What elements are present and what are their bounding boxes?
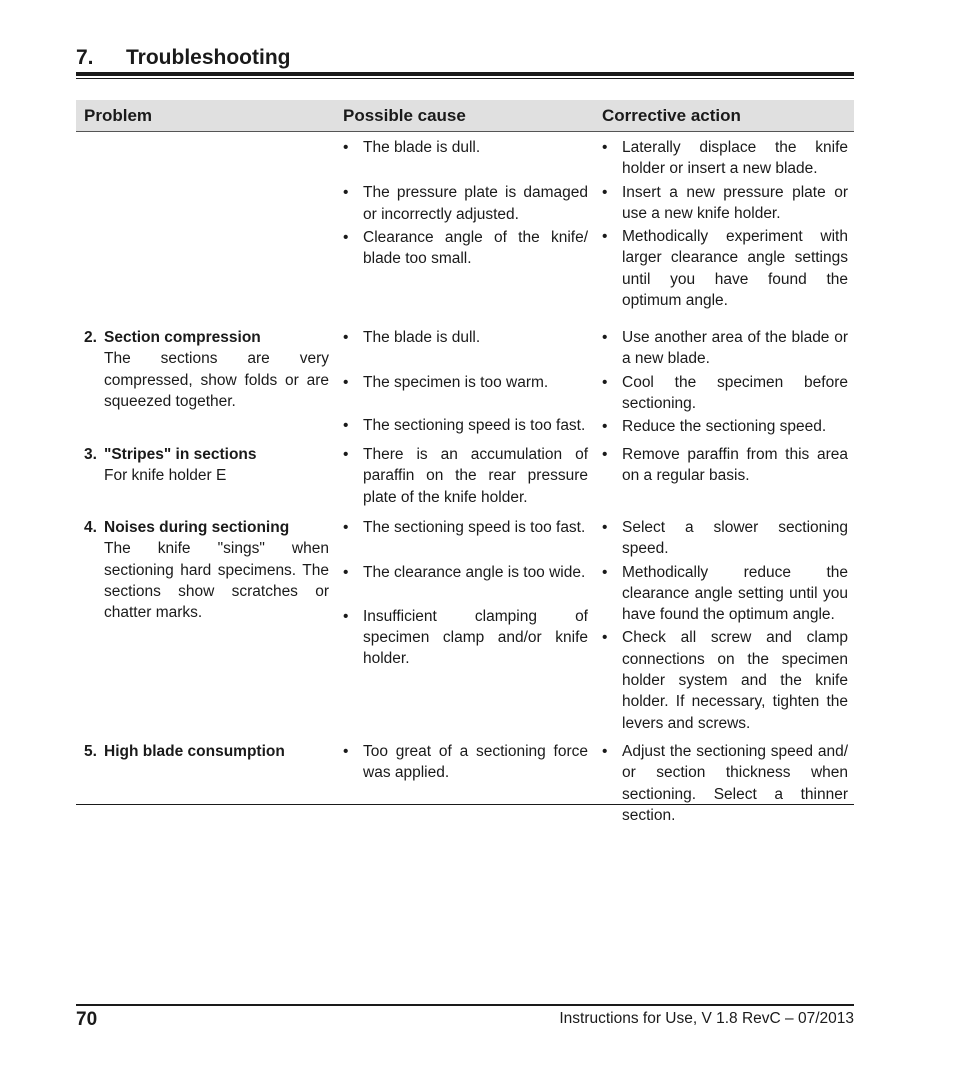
table-row (76, 436, 854, 509)
page-number: 70 (76, 1009, 98, 1030)
bullet-icon: • (602, 446, 608, 463)
problem-cell (76, 444, 335, 509)
bullet-icon: • (602, 373, 608, 391)
action-cell (594, 137, 854, 319)
header-rule-thin (76, 78, 854, 79)
cause-cell (335, 137, 594, 319)
cause-item: • The blade is dull. (343, 137, 588, 158)
header-corrective-action: Corrective action (602, 106, 741, 125)
problem-title: 4. Noises during sectioning (84, 519, 290, 536)
bullet-icon: • (343, 446, 349, 463)
bullet-icon: • (602, 418, 608, 436)
page-header (76, 44, 854, 72)
bullet-icon: • (343, 416, 349, 434)
action-item: • Check all screw and clamp connections on the specimen holder system and the knife holder. If necessary, tighten the levers and screws. (602, 627, 848, 733)
troubleshooting-table (76, 100, 854, 824)
problem-title: 3. "Stripes" in sections (84, 446, 257, 463)
action-cell (594, 444, 854, 509)
action-item: • Remove paraffin from this area on a regular basis. (602, 444, 848, 487)
bullet-icon: • (602, 183, 608, 201)
cause-item: • The sectioning speed is too fast. (343, 415, 588, 436)
header-problem: Problem (84, 106, 153, 125)
action-cell (594, 327, 854, 436)
bullet-icon: • (343, 743, 349, 760)
bullet-icon: • (343, 329, 349, 346)
bullet-icon: • (602, 139, 608, 156)
action-item: • Select a slower sectioning speed. (602, 517, 848, 560)
cause-item: • Insufficient clamping of specimen clamp and/or knife holder. (343, 606, 588, 670)
cause-item: • There is an accumulation of paraffin on the rear pressure plate of the knife holder. (343, 444, 588, 508)
bullet-icon: • (602, 519, 608, 536)
action-item: • Insert a new pressure plate or use a new knife holder. (602, 182, 848, 225)
problem-cell (76, 741, 335, 801)
cause-item: • The sectioning speed is too fast. (343, 517, 588, 538)
problem-cell (76, 327, 335, 436)
bullet-icon: • (602, 629, 608, 647)
action-item: • Reduce the sectioning speed. (602, 416, 848, 437)
problem-cell (76, 517, 335, 733)
cause-item: • The specimen is too warm. (343, 372, 588, 393)
cause-cell (335, 517, 594, 733)
action-item: • Adjust the sectioning speed and/ or section thickness when sectioning. Select a thinner section. (602, 741, 848, 826)
cause-cell (335, 327, 594, 436)
bullet-icon: • (602, 228, 608, 246)
table-row (76, 733, 854, 824)
table-row (76, 509, 854, 733)
action-item: • Methodically reduce the clearance angle setting until you have found the optimum angle. (602, 562, 848, 626)
table-row (76, 132, 854, 319)
action-item: • Laterally displace the knife holder or insert a new blade. (602, 137, 848, 180)
bullet-icon: • (343, 519, 349, 536)
bullet-icon: • (602, 329, 608, 346)
bullet-icon: • (343, 564, 349, 582)
problem-description: The knife "sings" when sectioning hard specimens. The sections show scratches or chatter marks. (104, 540, 329, 622)
cause-item: • The blade is dull. (343, 327, 588, 348)
table-row (76, 319, 854, 436)
problem-title: 2. Section compression (84, 329, 261, 346)
bullet-icon: • (343, 139, 349, 156)
table-header-row (76, 100, 854, 132)
bullet-icon: • (343, 607, 349, 625)
action-item: • Methodically experiment with larger clearance angle settings until you have found the optimum angle. (602, 226, 848, 311)
bullet-icon: • (602, 743, 608, 760)
cause-cell (335, 444, 594, 509)
bullet-icon: • (343, 228, 349, 246)
footer-rule (76, 1004, 854, 1006)
action-cell (594, 517, 854, 733)
problem-title: 5. High blade consumption (84, 743, 285, 760)
header-rule-thick (76, 72, 854, 76)
cause-cell (335, 741, 594, 801)
cause-item: • Clearance angle of the knife/ blade too small. (343, 227, 588, 270)
document-info: Instructions for Use, V 1.8 RevC – 07/2013 (559, 1010, 854, 1027)
bullet-icon: • (602, 563, 608, 581)
cause-item: • The clearance angle is too wide. (343, 562, 588, 583)
header-possible-cause: Possible cause (343, 106, 466, 125)
action-item: • Cool the specimen before sectioning. (602, 372, 848, 415)
action-cell (594, 741, 854, 824)
section-title (76, 44, 854, 72)
bullet-icon: • (343, 184, 349, 202)
action-item: • Use another area of the blade or a new blade. (602, 327, 848, 370)
problem-cell (76, 137, 335, 319)
bullet-icon: • (343, 374, 349, 392)
cause-item: • Too great of a sectioning force was applied. (343, 741, 588, 784)
cause-item: • The pressure plate is damaged or incorrectly adjusted. (343, 182, 588, 225)
problem-description: The sections are very compressed, show folds or are squeezed together. (104, 350, 329, 410)
problem-description: For knife holder E (104, 467, 227, 485)
section-heading: Troubleshooting (126, 46, 291, 69)
section-number: 7. (76, 46, 94, 69)
